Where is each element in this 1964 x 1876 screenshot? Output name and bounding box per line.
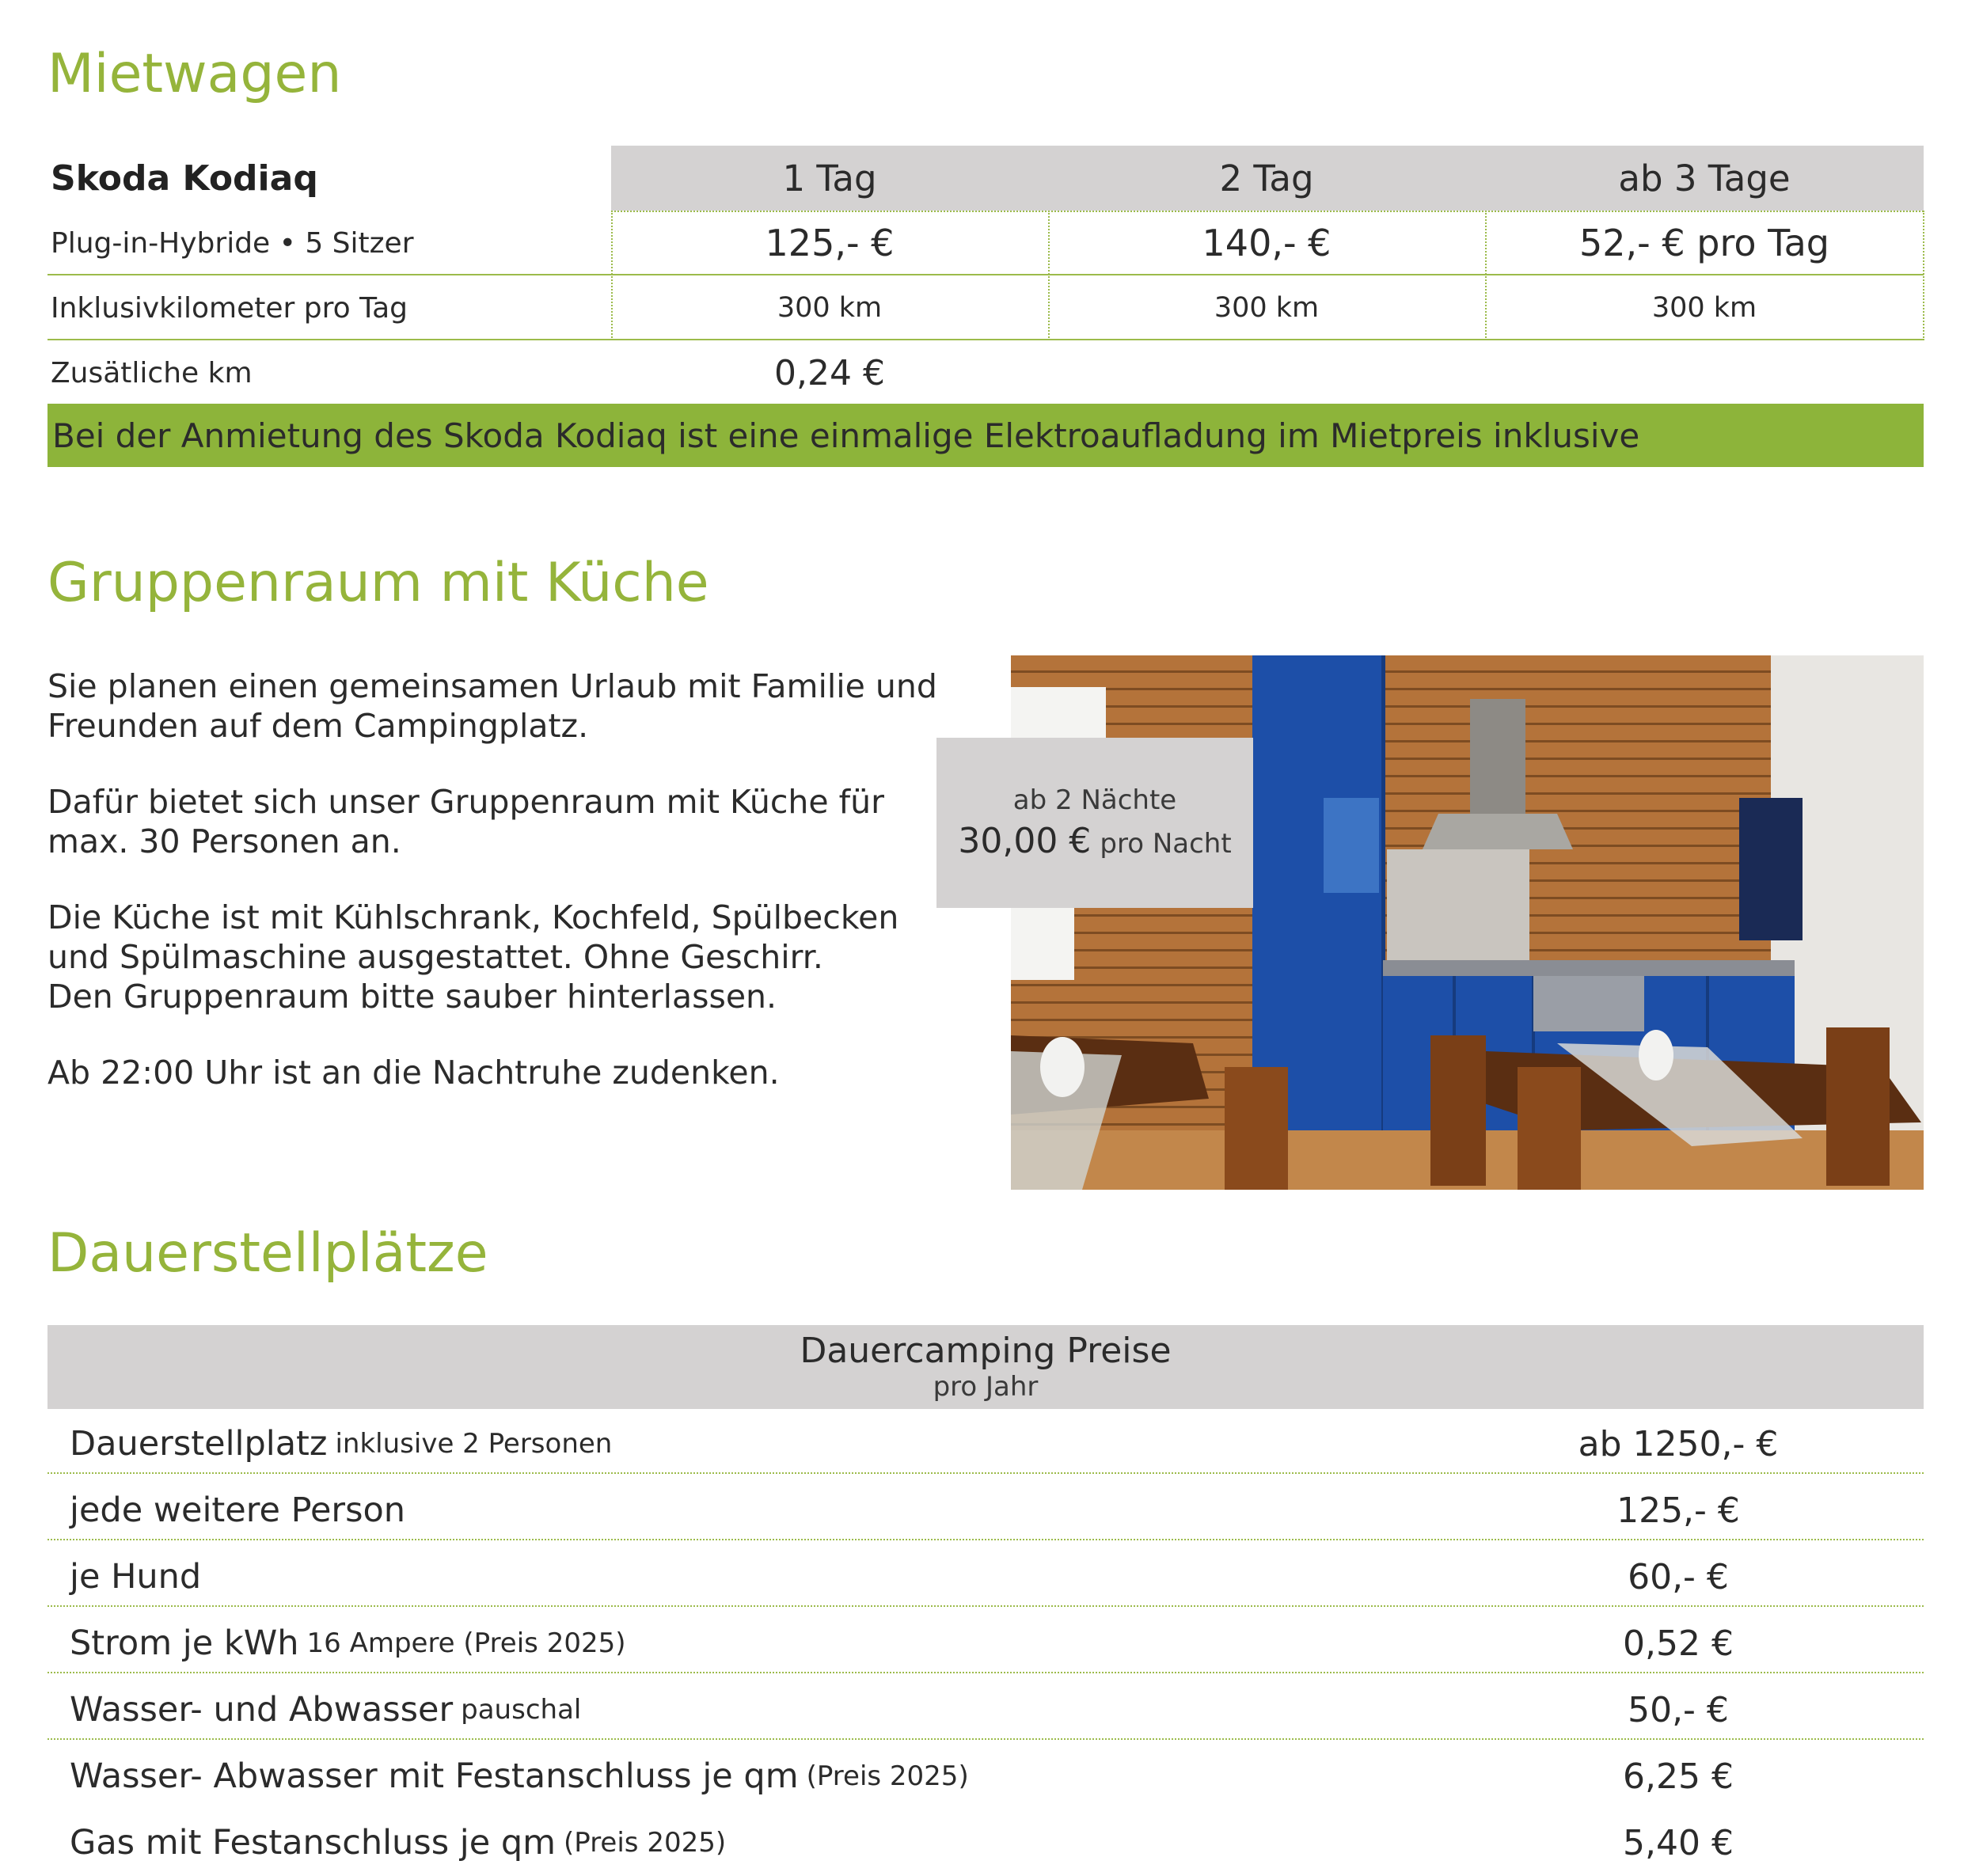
table-row	[47, 1610, 1924, 1677]
section-title-mietwagen: Mietwagen	[47, 43, 342, 105]
row-price: 0,52 €	[1623, 1623, 1734, 1664]
row-price: 60,- €	[1628, 1556, 1729, 1597]
table-row	[47, 1677, 1924, 1743]
group-room-price: 30,00 €	[958, 821, 1092, 861]
gruppenraum-description	[47, 666, 982, 1129]
column-divider	[1048, 211, 1050, 340]
price-ab-3-tage: 52,- € pro Tag	[1578, 222, 1829, 264]
km-ab-3-tage: 300 km	[1651, 292, 1757, 324]
mietwagen-table	[47, 146, 1924, 466]
row-note: inklusive 2 Personen	[335, 1428, 613, 1460]
row-label-plug-in-hybride: Plug-in-Hybride • 5 Sitzer	[51, 226, 414, 260]
row-divider	[47, 339, 1924, 340]
table-row	[47, 1544, 1924, 1610]
paragraph-quiet-hours: Ab 22:00 Uhr ist an die Nachtruhe zudenken.	[47, 1054, 780, 1092]
group-room-price-box	[936, 738, 1253, 908]
km-2-tag: 300 km	[1214, 292, 1320, 324]
column-header-2-tag: 2 Tag	[1219, 157, 1314, 199]
row-price: 50,- €	[1628, 1689, 1729, 1730]
table-row	[47, 1743, 1924, 1810]
table-row	[47, 1477, 1924, 1544]
km-1-tag: 300 km	[777, 292, 883, 324]
section-title-dauerstellplaetze: Dauerstellplätze	[47, 1222, 488, 1285]
price-zusaetzliche-km: 0,24 €	[774, 352, 885, 393]
kitchen-photo	[1011, 655, 1924, 1190]
car-name: Skoda Kodiaq	[51, 158, 318, 199]
row-divider	[47, 1605, 1924, 1607]
row-note: (Preis 2025)	[806, 1760, 969, 1792]
price-unit: pro Nacht	[1100, 828, 1232, 860]
row-divider	[47, 1472, 1924, 1474]
paragraph-capacity: Dafür bietet sich unser Gruppenraum mit Küche für max. 30 Personen an.	[47, 783, 884, 860]
row-price: ab 1250,- €	[1578, 1423, 1779, 1464]
row-label: jede weitere Person	[70, 1491, 406, 1530]
min-nights-label: ab 2 Nächte	[1012, 784, 1177, 816]
row-price: 6,25 €	[1623, 1756, 1734, 1797]
row-note: (Preis 2025)	[564, 1827, 727, 1859]
row-divider	[47, 1738, 1924, 1740]
column-header-ab-3-tage: ab 3 Tage	[1618, 157, 1791, 199]
row-label: Gas mit Festanschluss je qm	[70, 1823, 557, 1863]
price-2-tag: 140,- €	[1202, 222, 1331, 264]
column-divider	[611, 211, 613, 340]
dauercamping-header	[47, 1325, 1924, 1409]
row-label-zusaetzliche-km: Zusätliche km	[51, 356, 253, 389]
row-label: Strom je kWh	[70, 1623, 299, 1663]
row-divider	[611, 211, 1924, 212]
row-divider	[47, 274, 1924, 275]
row-note: 16 Ampere (Preis 2025)	[306, 1627, 626, 1659]
row-divider	[47, 1539, 1924, 1540]
row-label-inklusivkilometer: Inklusivkilometer pro Tag	[51, 291, 408, 325]
paragraph-intro: Sie planen einen gemeinsamen Urlaub mit Familie und Freunden auf dem Campingplatz.	[47, 667, 937, 745]
row-note: pauschal	[461, 1694, 582, 1726]
row-price: 125,- €	[1616, 1490, 1740, 1531]
row-label: Wasser- und Abwasser	[70, 1690, 454, 1730]
dauercamping-header-sub: pro Jahr	[933, 1371, 1039, 1403]
row-divider	[47, 1672, 1924, 1673]
table-row	[47, 1810, 1924, 1876]
row-label: je Hund	[70, 1557, 202, 1597]
row-price: 5,40 €	[1623, 1822, 1734, 1863]
row-label: Wasser- Abwasser mit Festanschluss je qm	[70, 1756, 799, 1796]
column-header-1-tag: 1 Tag	[782, 157, 877, 199]
price-1-tag: 125,- €	[765, 222, 895, 264]
dauercamping-header-title: Dauercamping Preise	[800, 1331, 1172, 1371]
paragraph-kitchen: Die Küche ist mit Kühlschrank, Kochfeld, Spülbecken und Spülmaschine ausgestattet. Ohne Geschirr. Den Gruppenraum bitte sauber hinterlassen.	[47, 898, 899, 1016]
info-banner: Bei der Anmietung des Skoda Kodiaq ist eine einmalige Elektroaufladung im Mietpreis inklusive	[47, 404, 1924, 467]
column-divider	[1485, 211, 1487, 340]
column-divider	[1923, 211, 1924, 340]
row-label: Dauerstellplatz	[70, 1424, 328, 1464]
table-row	[47, 1411, 1924, 1477]
section-title-gruppenraum: Gruppenraum mit Küche	[47, 552, 709, 614]
